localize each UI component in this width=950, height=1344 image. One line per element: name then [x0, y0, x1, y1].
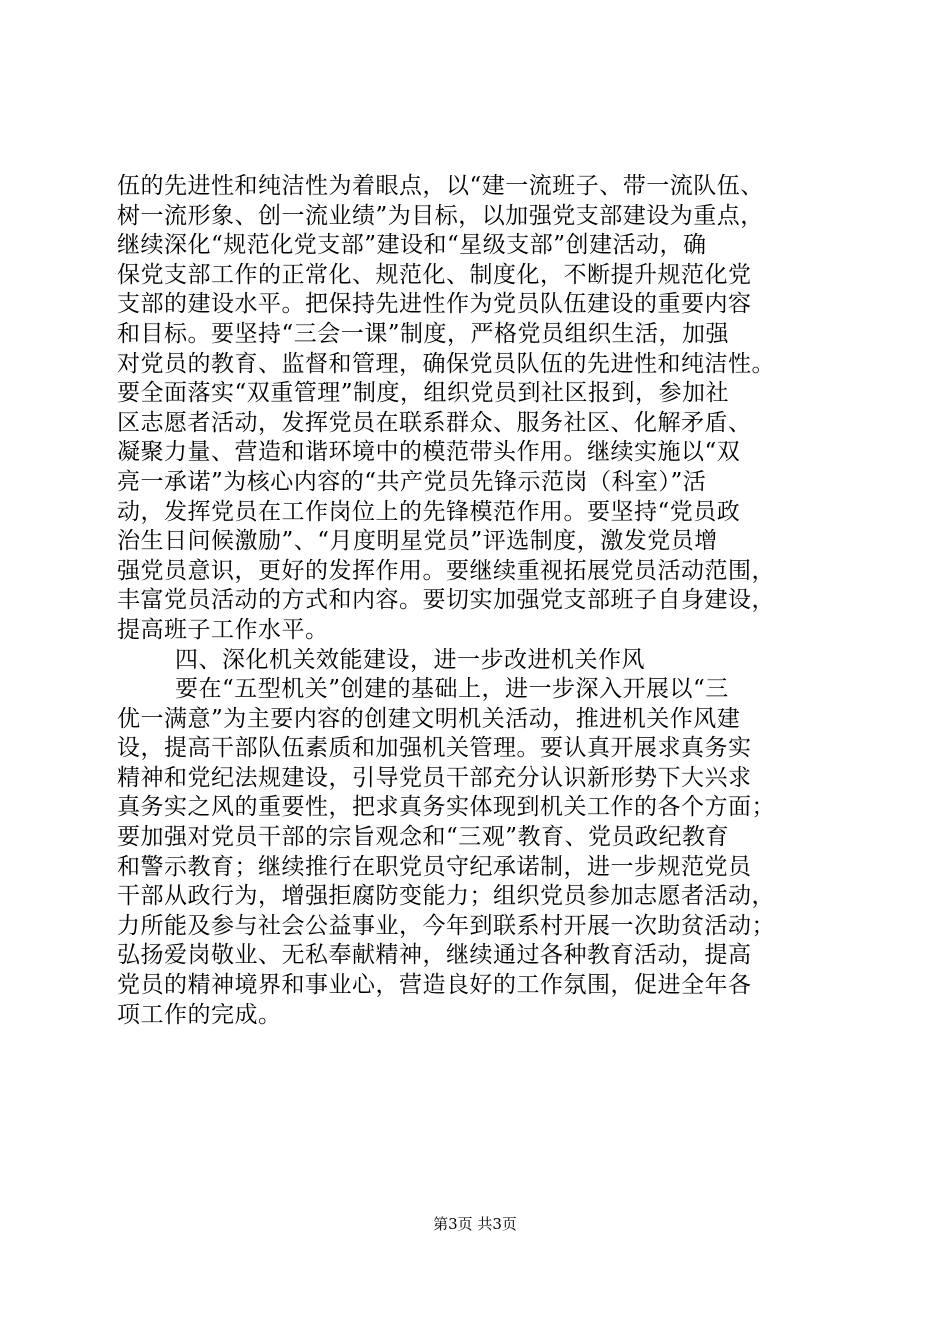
body-line: 要在“五型机关”创建的基础上，进一步深入开展以“三: [175, 676, 729, 703]
body-line: 凝聚力量、营造和谐环境中的模范带头作用。继续实施以“双: [117, 439, 741, 466]
body-line: 支部的建设水平。把保持先进性作为党员队伍建设的重要内容: [117, 291, 752, 318]
body-line: 继续深化“规范化党支部”建设和“星级支部”创建活动，确: [117, 232, 707, 259]
body-line: 党员的精神境界和事业心，营造良好的工作氛围，促进全年各: [117, 972, 752, 999]
body-line: 真务实之风的重要性，把求真务实体现到机关工作的各个方面；: [117, 794, 775, 821]
body-line: 保党支部工作的正常化、规范化、制度化，不断提升规范化党: [117, 261, 752, 288]
body-line: 提高班子工作水平。: [117, 616, 329, 643]
body-line: 优一满意”为主要内容的创建文明机关活动，推进机关作风建: [117, 705, 741, 732]
body-line: 治生日问候激励”、“月度明星党员”评选制度，激发党员增: [117, 528, 718, 555]
body-line: 伍的先进性和纯洁性为着眼点，以“建一流班子、带一流队伍、: [117, 173, 764, 199]
body-line: 项工作的完成。: [117, 1001, 282, 1028]
body-line: 力所能及参与社会公益事业，今年到联系村开展一次助贫活动；: [117, 912, 775, 939]
body-line: 和警示教育；继续推行在职党员守纪承诺制，进一步规范党员: [117, 853, 752, 880]
body-line: 和目标。要坚持“三会一课”制度，严格党员组织生活，加强: [117, 320, 730, 347]
body-line: 精神和党纪法规建设，引导党员干部充分认识新形势下大兴求: [117, 764, 752, 791]
body-line: 设，提高干部队伍素质和加强机关管理。要认真开展求真务实: [117, 735, 752, 762]
body-line: 亮一承诺”为核心内容的“共产党员先锋示范岗（科室）”活: [117, 468, 707, 495]
body-line: 干部从政行为，增强拒腐防变能力；组织党员参加志愿者活动，: [117, 883, 775, 910]
section-heading: 四、深化机关效能建设，进一步改进机关作风: [175, 646, 645, 673]
body-line: 树一流形象、创一流业绩”为目标，以加强党支部建设为重点，: [117, 202, 764, 229]
body-line: 强党员意识，更好的发挥作用。要继续重视拓展党员活动范围，: [117, 557, 775, 584]
body-line: 动，发挥党员在工作岗位上的先锋模范作用。要坚持“党员政: [117, 498, 741, 525]
body-line: 要全面落实“双重管理”制度，组织党员到社区报到，参加社: [117, 380, 730, 407]
page-footer: 第3页 共3页: [433, 1215, 517, 1233]
body-line: 要加强对党员干部的宗旨观念和“三观”教育、党员政纪教育: [117, 824, 730, 851]
body-line: 区志愿者活动，发挥党员在联系群众、服务社区、化解矛盾、: [117, 409, 752, 436]
body-line: 丰富党员活动的方式和内容。要切实加强党支部班子自身建设，: [117, 587, 775, 614]
document-body: [117, 172, 847, 1030]
body-line: 对党员的教育、监督和管理，确保党员队伍的先进性和纯洁性。: [117, 350, 775, 377]
body-line: 弘扬爱岗敬业、无私奉献精神，继续通过各种教育活动，提高: [117, 942, 752, 969]
